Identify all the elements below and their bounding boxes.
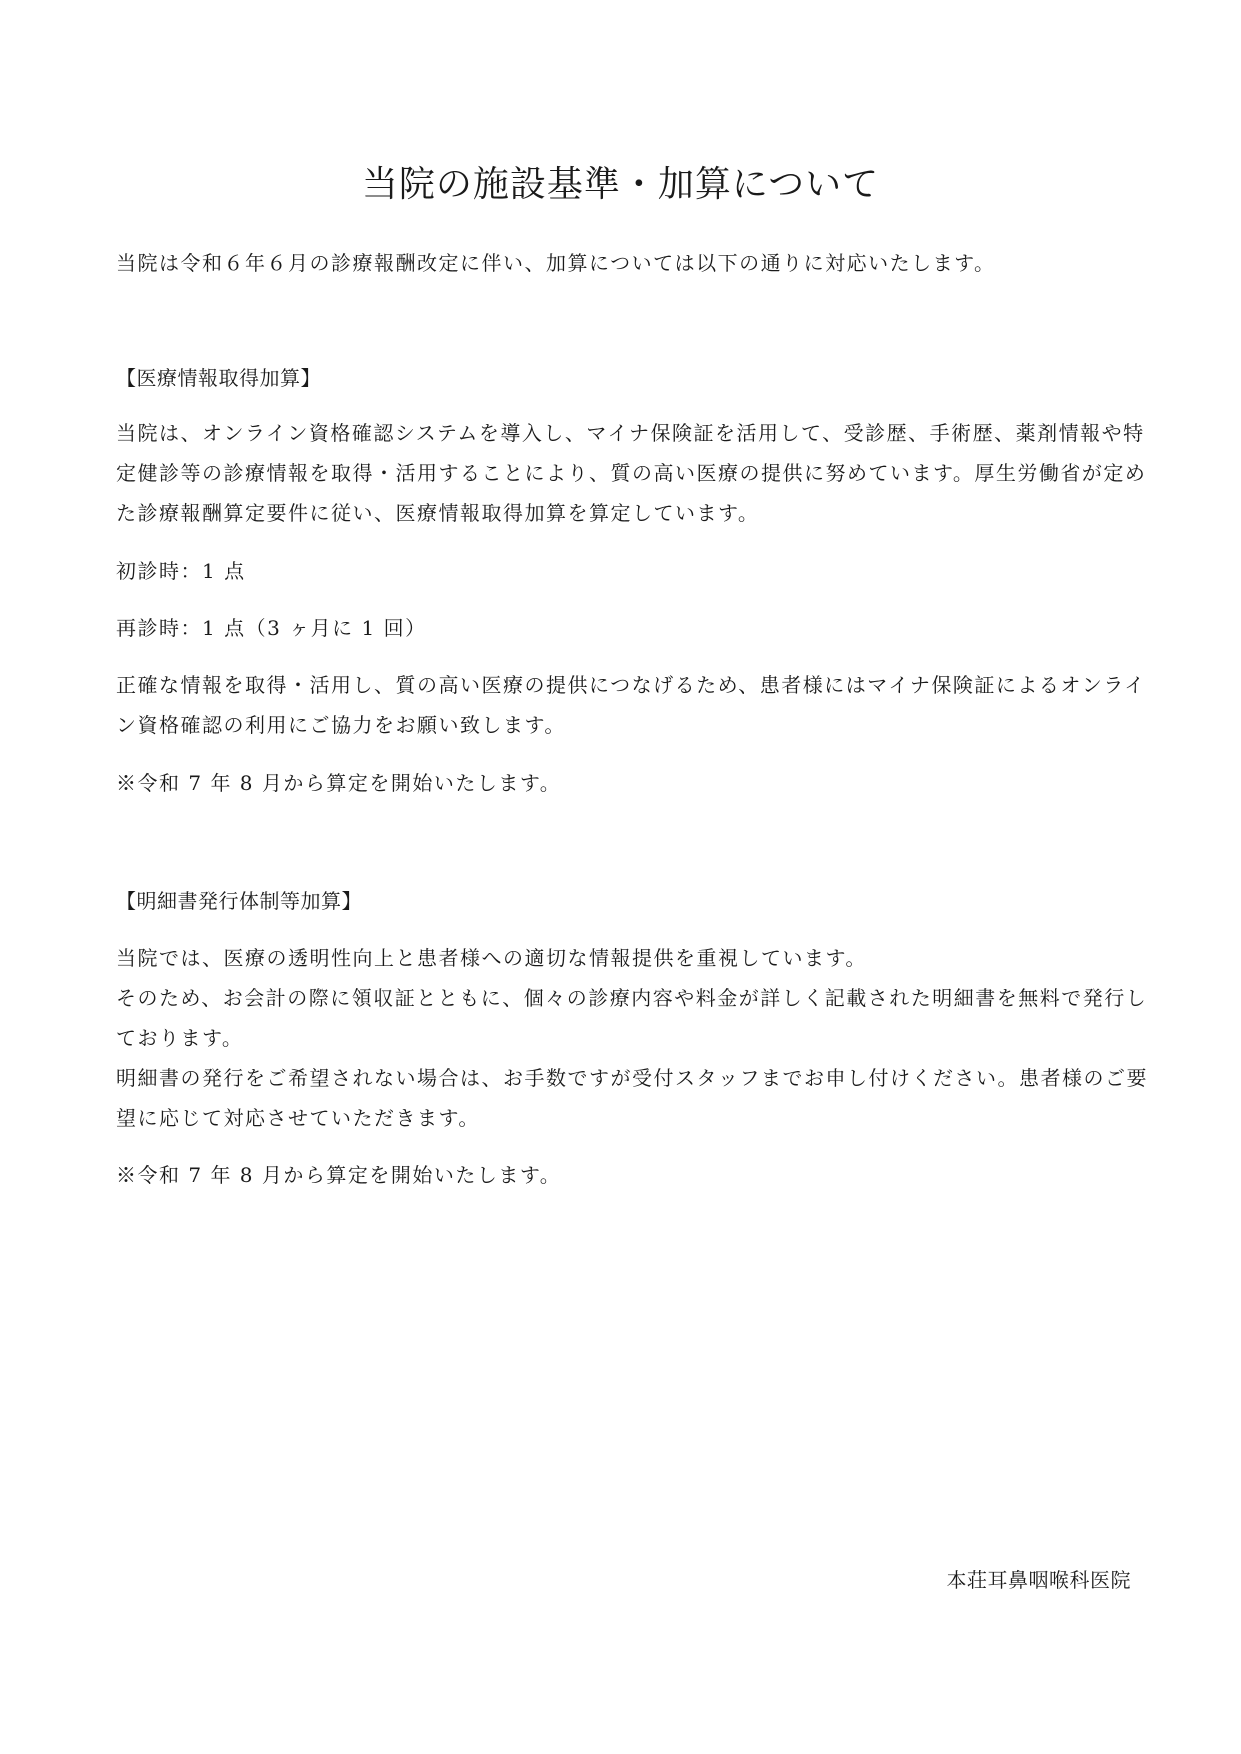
section-line-first-visit: 初診時：1 点	[116, 559, 246, 583]
section-line: 望に応じて対応させていただきます。	[116, 1106, 480, 1130]
section-heading-medical-info: 【医療情報取得加算】	[116, 366, 321, 390]
section-line-revisit: 再診時：1 点（3 ヶ月に 1 回）	[116, 616, 427, 640]
page-title: 当院の施設基準・加算について	[361, 164, 880, 205]
section-note: ※令和 7 年 8 月から算定を開始いたします。	[116, 1163, 562, 1187]
section-line: ン資格確認の利用にご協力をお願い致します。	[116, 713, 566, 737]
section-line: た診療報酬算定要件に従い、医療情報取得加算を算定しています。	[116, 501, 760, 525]
section-line: 当院では、医療の透明性向上と患者様への適切な情報提供を重視しています。	[116, 946, 867, 970]
section-line: 明細書の発行をご希望されない場合は、お手数ですが受付スタッフまでお申し付けください。患者様のご要	[116, 1066, 1148, 1090]
section-line: 定健診等の診療情報を取得・活用することにより、質の高い医療の提供に努めています。厚生労働省が定め	[116, 461, 1147, 485]
section-note: ※令和 7 年 8 月から算定を開始いたします。	[116, 771, 562, 795]
section-line: そのため、お会計の際に領収証とともに、個々の診療内容や料金が詳しく記載された明細書を無料で発行し	[116, 986, 1148, 1010]
section-heading-statement: 【明細書発行体制等加算】	[116, 889, 362, 913]
section-line: 当院は、オンライン資格確認システムを導入し、マイナ保険証を活用して、受診歴、手術歴、薬剤情報や特	[116, 421, 1145, 445]
section-line: 正確な情報を取得・活用し、質の高い医療の提供につなげるため、患者様にはマイナ保険証によるオンライ	[116, 673, 1146, 697]
intro-text: 当院は令和６年６月の診療報酬改定に伴い、加算については以下の通りに対応いたします。	[116, 251, 996, 275]
clinic-name: 本荘耳鼻咽喉科医院	[946, 1568, 1131, 1592]
section-line: ております。	[116, 1026, 244, 1050]
